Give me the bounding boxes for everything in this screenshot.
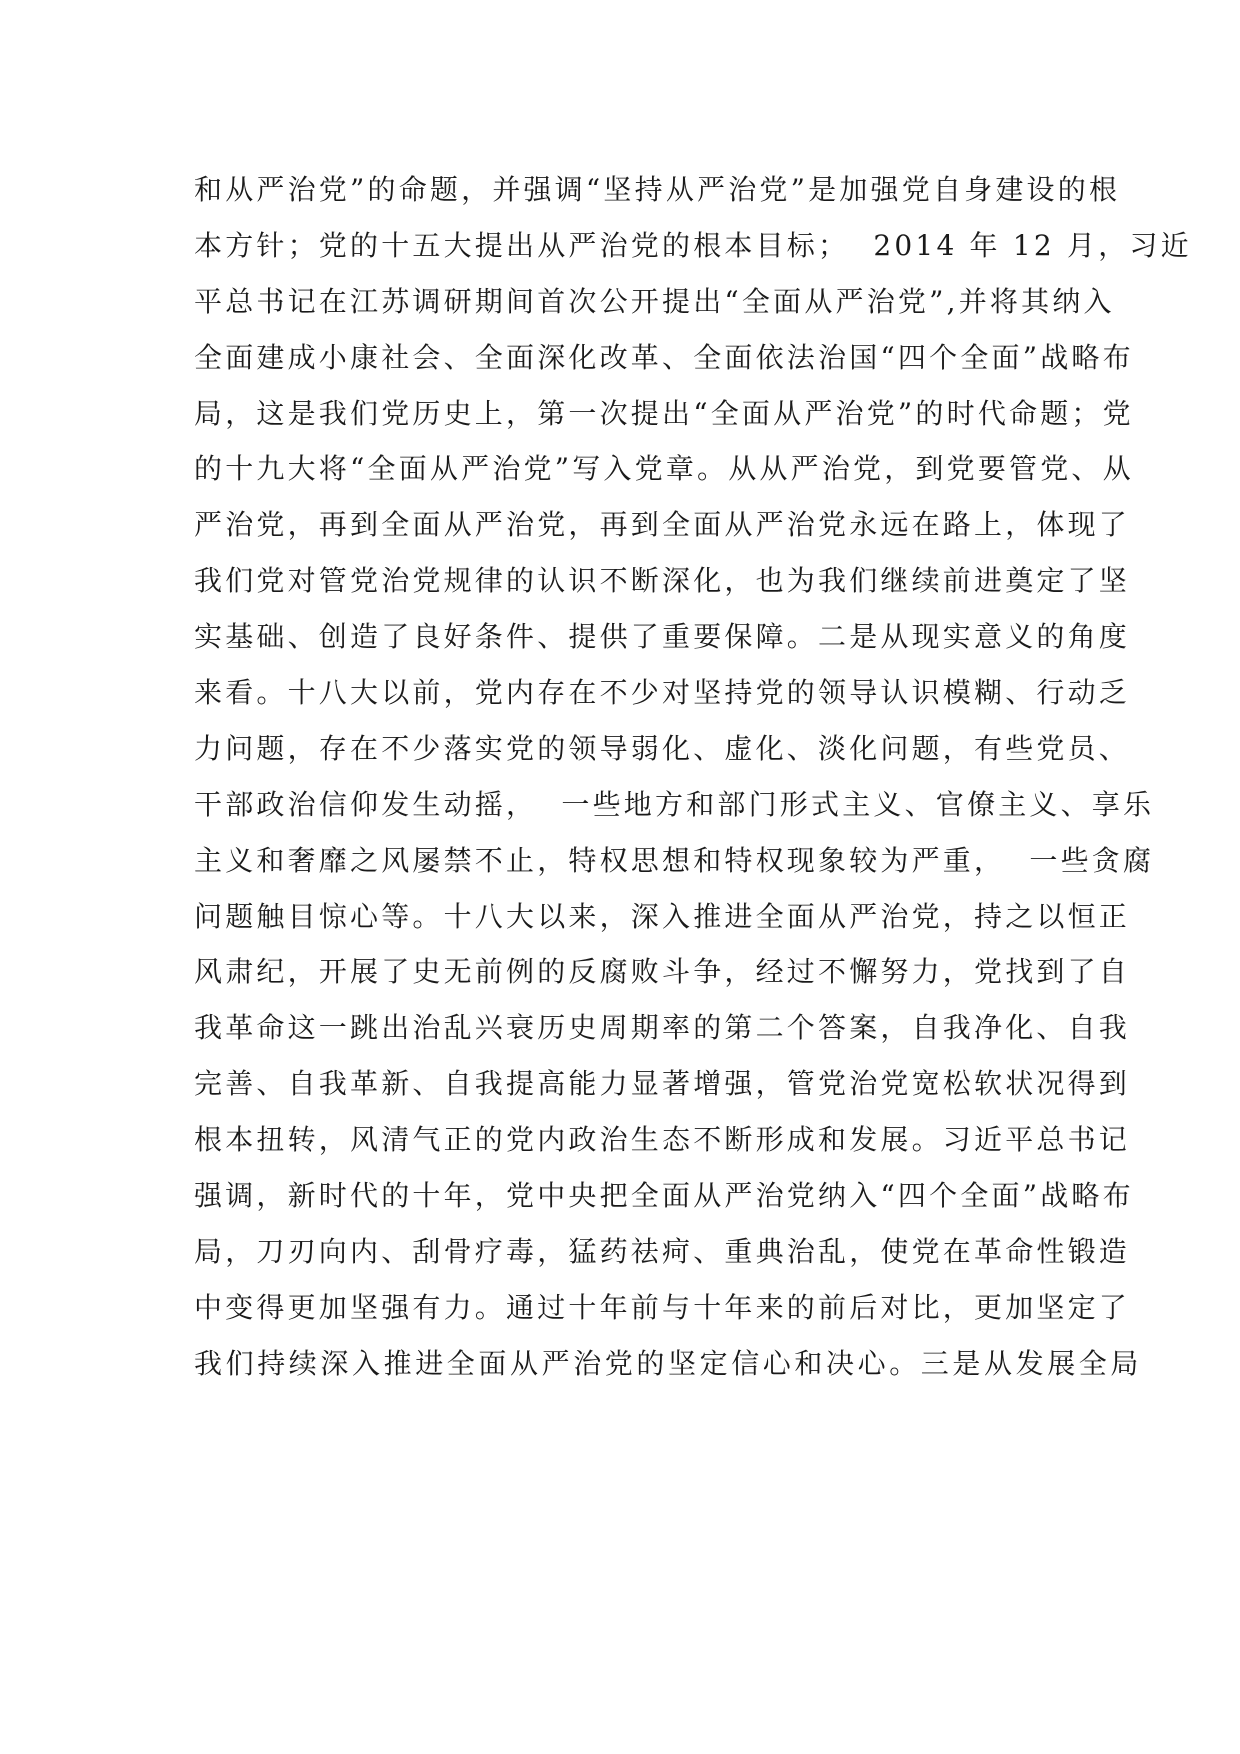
text-line: 干部政治信仰发生动摇， 一些地方和部门形式主义、官僚主义、享乐 — [194, 787, 1155, 821]
text-line: 完善、自我革新、自我提高能力显著增强，管党治党宽松软状况得到 — [194, 1067, 1131, 1101]
text-line: 我们党对管党治党规律的认识不断深化，也为我们继续前进奠定了坚 — [194, 564, 1131, 598]
text-line: 风肃纪，开展了史无前例的反腐败斗争，经过不懈努力，党找到了自 — [194, 955, 1131, 989]
text-line: 来看。十八大以前，党内存在不少对坚持党的领导认识模糊、行动乏 — [194, 676, 1131, 710]
text-line: 强调，新时代的十年，党中央把全面从严治党纳入“四个全面”战略布 — [194, 1179, 1134, 1213]
text-line: 主义和奢靡之风屡禁不止，特权思想和特权现象较为严重， 一些贪腐 — [194, 843, 1155, 877]
text-line: 问题触目惊心等。十八大以来，深入推进全面从严治党，持之以恒正 — [194, 899, 1131, 933]
text-line: 的十九大将“全面从严治党”写入党章。从从严治党，到党要管党、从 — [194, 452, 1134, 486]
text-line: 局，这是我们党历史上，第一次提出“全面从严治党”的时代命题；党 — [194, 396, 1134, 430]
text-line: 根本扭转，风清气正的党内政治生态不断形成和发展。习近平总书记 — [194, 1123, 1131, 1157]
text-line: 我们持续深入推进全面从严治党的坚定信心和决心。三是从发展全局 — [194, 1346, 1143, 1380]
text-line: 中变得更加坚强有力。通过十年前与十年来的前后对比，更加坚定了 — [194, 1290, 1131, 1324]
text-line: 平总书记在江苏调研期间首次公开提出“全面从严治党”,并将其纳入 — [194, 284, 1115, 318]
text-line: 实基础、创造了良好条件、提供了重要保障。二是从现实意义的角度 — [194, 620, 1131, 654]
text-line: 本方针；党的十五大提出从严治党的根本目标； 2014 年 12 月，习近 — [194, 228, 1192, 262]
text-line: 和从严治党”的命题，并强调“坚持从严治党”是加强党自身建设的根 — [194, 173, 1121, 206]
body-paragraph — [194, 162, 1192, 1392]
text-line: 严治党，再到全面从严治党，再到全面从严治党永远在路上，体现了 — [194, 508, 1131, 542]
text-line: 我革命这一跳出治乱兴衰历史周期率的第二个答案，自我净化、自我 — [194, 1011, 1131, 1045]
text-line: 局，刀刃向内、刮骨疗毒，猛药祛疴、重典治乱，使党在革命性锻造 — [194, 1234, 1131, 1268]
text-line: 全面建成小康社会、全面深化改革、全面依法治国“四个全面”战略布 — [194, 340, 1134, 374]
text-line: 力问题，存在不少落实党的领导弱化、虚化、淡化问题，有些党员、 — [194, 731, 1131, 765]
